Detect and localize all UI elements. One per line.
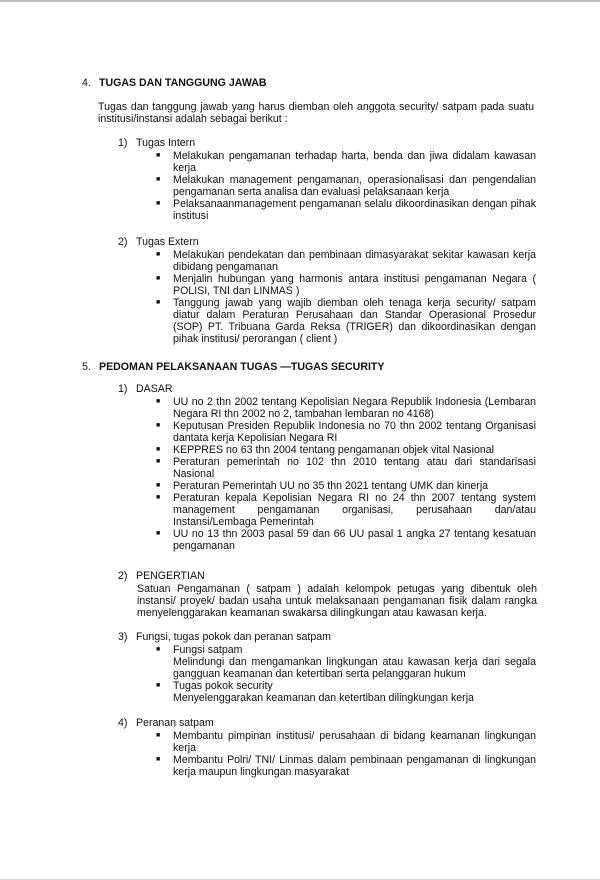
bullet-icon: ■ (156, 422, 161, 429)
bullet-icon: ■ (156, 530, 161, 537)
section-title: TUGAS DAN TANGGUNG JAWAB (99, 77, 267, 89)
intern-list (156, 150, 536, 222)
bullet-icon: ■ (156, 458, 161, 465)
bullet-icon: ■ (156, 756, 161, 763)
list-item: ■ Tanggung jawab yang wajib diemban oleh tenaga kerja security/ satpam diatur dalam Peraturan Perusahaan dan Standar Operasional Prosedur (SOP) PT. Tribuana Garda Reksa (TRIGER) dan dikoordinasikan dengan pihak institusi/ perorangan ( client ) (156, 297, 536, 345)
bullet-icon: ■ (156, 200, 161, 207)
list-item: ■ Melakukan management pengamanan, operasionalisasi dan pengendalian pengamanan serta analisa dan evaluasi pelaksanaan kerja (156, 174, 536, 198)
subsection-number: 1) (118, 137, 128, 149)
list-item: ■ Membantu Polri/ TNI/ Linmas dalam pembinaan pengamanan di lingkungan kerja maupun lingkungan masyarakat (156, 754, 536, 778)
section-4-heading (82, 77, 267, 89)
subsection-title: Tugas Extern (136, 236, 199, 248)
list-item: ■ Pelaksanaanmanagement pengamanan selalu dikoordinasikan dengan pihak institusi (156, 198, 536, 222)
subsection-number: 2) (118, 570, 128, 582)
list-item: ■ Peraturan pemerintah no 102 thn 2010 tentang atau dari standarisasi Nasional (156, 456, 536, 480)
list-item: ■ Peraturan kepala Kepolisian Negara RI no 24 thn 2007 tentang system management pengamanan organisasi, perusahaan dan/atau Instansi/Lembaga Pemerintah (156, 492, 536, 528)
bullet-icon: ■ (156, 646, 161, 653)
subsection-number: 2) (118, 236, 128, 248)
subsection-title: Tugas Intern (136, 137, 196, 149)
bullet-icon: ■ (156, 494, 161, 501)
list-item: ■ Keputusan Presiden Republik Indonesia no 70 thn 2002 tentang Organisasi dantata kerja Kepolisian Negara RI (156, 420, 536, 444)
subsection-dasar (118, 383, 173, 395)
subsection-number: 1) (118, 383, 128, 395)
list-item: ■ Melakukan pengamanan terhadap harta, benda dan jiwa didalam kawasan kerja (156, 150, 536, 174)
section-number: 4. (82, 77, 91, 89)
subsection-peranan (118, 717, 214, 729)
list-item: ■ Fungsi satpam Melindungi dan mengamankan lingkungan atau kawasan kerja dari segala gangguan keamanan dan ketertiban serta pelanggaran hukum (156, 644, 536, 680)
list-item: ■ Peraturan Pemerintah UU no 35 thn 2021 tentang UMK dan kinerja (156, 480, 489, 492)
section-title: PEDOMAN PELAKSANAAN TUGAS —TUGAS SECURITY (99, 361, 385, 373)
section-number: 5. (82, 361, 91, 373)
list-item: ■ Membantu pimpinan institusi/ perusahaan di bidang keamanan lingkungan kerja (156, 730, 536, 754)
list-item: ■ UU no 2 thn 2002 tentang Kepolisian Negara Republik Indonesia (Lembaran Negara RI thn 2002 no 2, tambahan lembaran no 4168) (156, 396, 536, 420)
fungsi-list (156, 644, 536, 704)
bullet-icon: ■ (156, 398, 161, 405)
subsection-number: 3) (118, 631, 128, 643)
subsection-title: Fungsi, tugas pokok dan peranan satpam (136, 631, 331, 643)
bullet-icon: ■ (156, 446, 161, 453)
list-item: ■ KEPPRES no 63 thn 2004 tentang pengamanan objek vital Nasional (156, 444, 494, 456)
section-4-intro: Tugas dan tanggung jawab yang harus diemban oleh anggota security/ satpam pada suatu institusi/instansi adalah sebagai berikut : (98, 101, 534, 125)
bullet-icon: ■ (156, 482, 161, 489)
subsection-title: DASAR (136, 383, 173, 395)
bullet-icon: ■ (156, 732, 161, 739)
bullet-icon: ■ (156, 275, 161, 282)
subsection-number: 4) (118, 717, 128, 729)
bullet-icon: ■ (156, 152, 161, 159)
dasar-list (156, 396, 536, 552)
list-item: ■ Melakukan pendekatan dan pembinaan dimasyarakat sekitar kawasan kerja dibidang pengamanan (156, 249, 536, 273)
list-item: ■ Menjalin hubungan yang harmonis antara institusi pengamanan Negara ( POLISI, TNI dan LINMAS ) (156, 273, 536, 297)
bullet-icon: ■ (156, 299, 161, 306)
subsection-tugas-extern (118, 236, 199, 248)
extern-list (156, 249, 536, 345)
bullet-icon: ■ (156, 682, 161, 689)
subsection-title: PENGERTIAN (136, 570, 205, 582)
peranan-list (156, 730, 536, 778)
list-item: ■ Tugas pokok security Menyelenggarakan keamanan dan ketertiban dilingkungan kerja (156, 680, 474, 704)
subsection-pengertian (118, 570, 205, 582)
list-item: ■ UU no 13 thn 2003 pasal 59 dan 66 UU pasal 1 angka 27 tentang kesatuan pengamanan (156, 528, 536, 552)
subsection-title: Peranan satpam (136, 717, 214, 729)
pengertian-text: Satuan Pengamanan ( satpam ) adalah kelompok petugas yang dibentuk oleh instansi/ proyek/ badan usaha untuk melaksanaan pengamanan fisik dalam rangka menyelenggarakan keamanan swakarsa dilingkungan atau kawasan kerja. (137, 583, 537, 619)
bullet-icon: ■ (156, 251, 161, 258)
section-5-heading (82, 361, 384, 373)
bullet-icon: ■ (156, 176, 161, 183)
subsection-tugas-intern (118, 137, 195, 149)
subsection-fungsi (118, 631, 331, 643)
